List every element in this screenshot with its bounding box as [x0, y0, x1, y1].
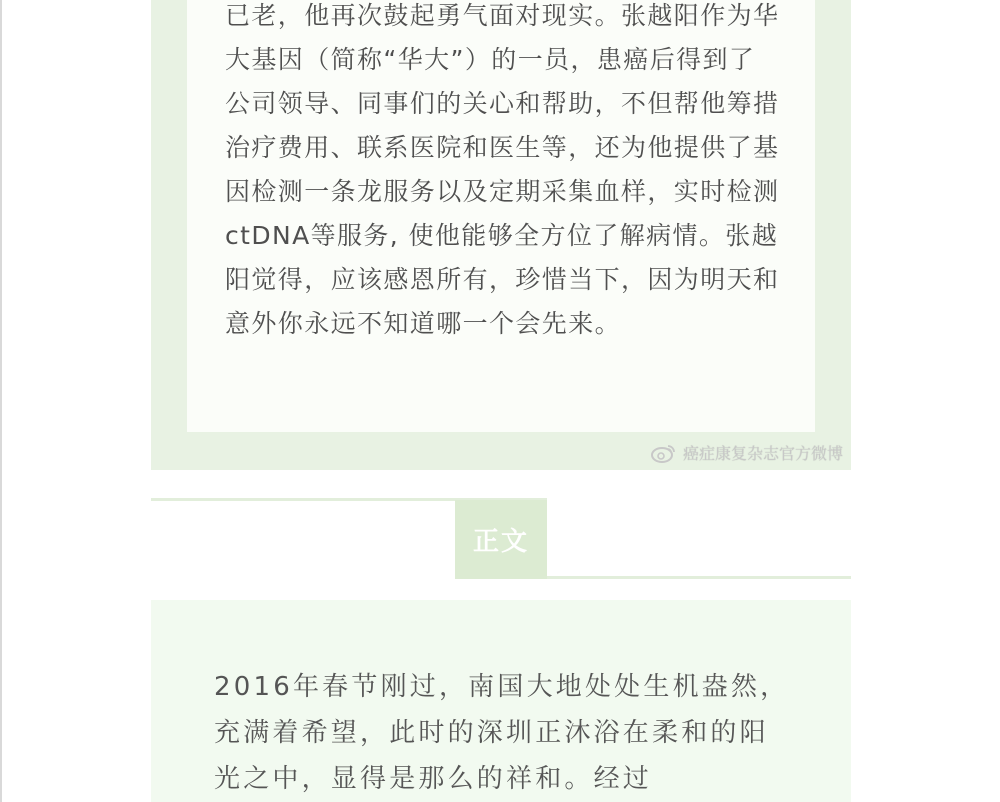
weibo-watermark — [651, 441, 843, 464]
heading-rule-right — [547, 576, 851, 579]
left-edge-rule — [0, 0, 2, 802]
quote-paragraph: 已老，他再次鼓起勇气面对现实。张越阳作为华大基因（简称“华大”）的一员，患癌后得到了公司领导、同事们的关心和帮助，不但帮他筹措治疗费用、联系医院和医生等，还为他提供了基因检测一条龙服务以及定期采集血样，实时检测ctDNA等服务, 使他能够全方位了解病情。张越阳觉得，应该感恩所有，珍惜当下，因为明天和意外你永远不知道哪一个会先来。 — [225, 1, 780, 338]
section-heading — [151, 498, 851, 580]
section-title: 正文 — [472, 527, 529, 557]
body-paragraph: 2016年春节刚过，南国大地处处生机盎然，充满着希望，此时的深圳正沐浴在柔和的阳光之中，显得是那么的祥和。经过 — [214, 672, 790, 794]
quote-panel — [151, 0, 851, 470]
body-panel — [151, 600, 851, 802]
quote-panel-inner — [187, 0, 815, 432]
heading-label-box — [455, 500, 547, 579]
weibo-icon — [651, 443, 677, 463]
watermark-text: 癌症康复杂志官方微博 — [682, 444, 843, 463]
